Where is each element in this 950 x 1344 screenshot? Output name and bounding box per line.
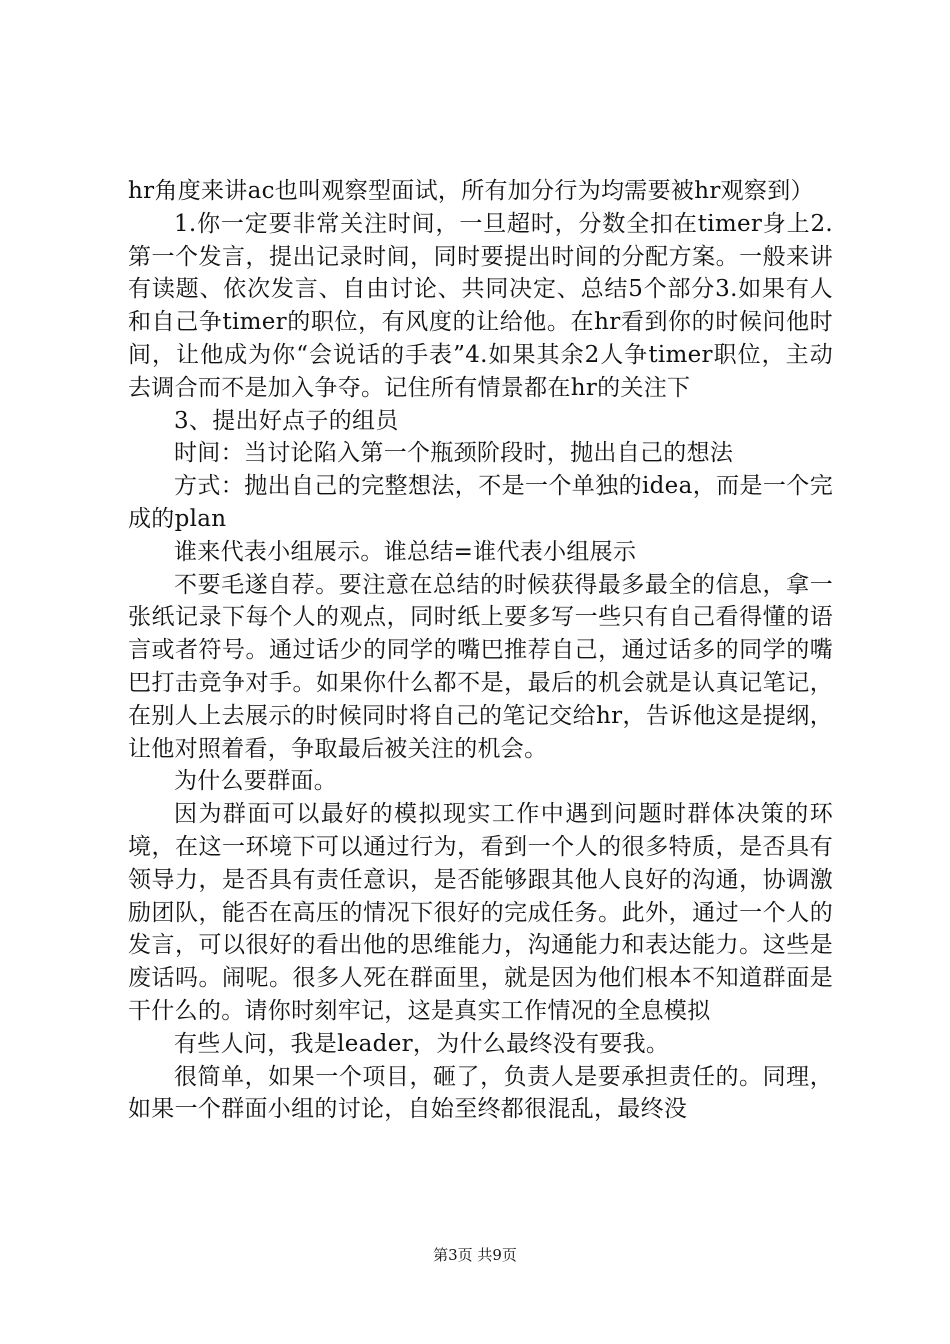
paragraph-10: 有些人问，我是leader，为什么最终没有要我。 <box>174 1030 670 1057</box>
page-number-label: 第3页 共9页 <box>433 1246 517 1264</box>
paragraph-4: 时间：当讨论陷入第一个瓶颈阶段时，抛出自己的想法 <box>174 440 734 467</box>
document-body <box>128 175 833 1126</box>
paragraph-2: 1.你一定要非常关注时间，一旦超时，分数全扣在timer身上2.第一个发言，提出记录时间，同时要提出时间的分配方案。一般来讲有读题、依次发言、自由讨论、共同决定、总结5个部分3.如果有人和自己争timer的职位，有风度的让给他。在hr看到你的时候问他时间，让他成为你“会说话的手表”4.如果其余2人争timer职位，主动去调合而不是加入争夺。记住所有情景都在hr的关注下 <box>128 210 833 401</box>
paragraph-11: 很简单，如果一个项目，砸了，负责人是要承担责任的。同理，如果一个群面小组的讨论，自始至终都很混乱，最终没 <box>128 1063 833 1123</box>
page-footer <box>0 1244 950 1265</box>
paragraph-8: 为什么要群面。 <box>174 768 338 795</box>
paragraph-6: 谁来代表小组展示。谁总结=谁代表小组展示 <box>174 538 637 565</box>
paragraph-3: 3、提出好点子的组员 <box>174 407 399 434</box>
paragraph-1: hr角度来讲ac也叫观察型面试，所有加分行为均需要被hr观察到） <box>128 178 814 204</box>
paragraph-9: 因为群面可以最好的模拟现实工作中遇到问题时群体决策的环境，在这一环境下可以通过行为，看到一个人的很多特质，是否具有领导力，是否具有责任意识，是否能够跟其他人良好的沟通，协调激励团队，能否在高压的情况下很好的完成任务。此外，通过一个人的发言，可以很好的看出他的思维能力，沟通能力和表达能力。这些是废话吗。闹呢。很多人死在群面里，就是因为他们根本不知道群面是干什么的。请你时刻牢记，这是真实工作情况的全息模拟 <box>128 801 833 1024</box>
paragraph-7: 不要毛遂自荐。要注意在总结的时候获得最多最全的信息，拿一张纸记录下每个人的观点，同时纸上要多写一些只有自己看得懂的语言或者符号。通过话少的同学的嘴巴推荐自己，通过话多的同学的嘴巴打击竞争对手。如果你什么都不是，最后的机会就是认真记笔记，在别人上去展示的时候同时将自己的笔记交给hr，告诉他这是提纲，让他对照着看，争取最后被关注的机会。 <box>128 571 833 762</box>
paragraph-5: 方式：抛出自己的完整想法，不是一个单独的idea，而是一个完成的plan <box>128 473 833 532</box>
